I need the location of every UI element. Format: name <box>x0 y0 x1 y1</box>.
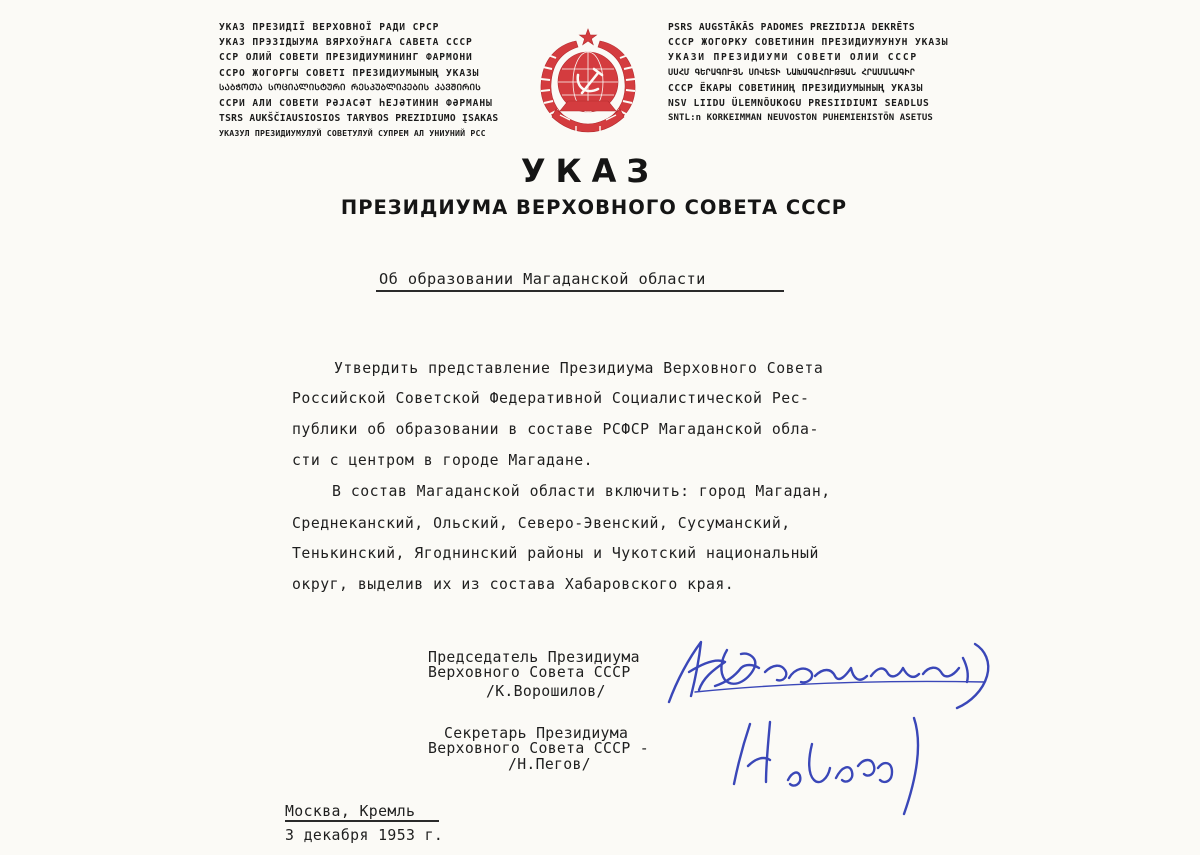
header-line: PSRS AUGSTĀKĀS PADOMES PREZIDIJA DEKRĒTS <box>668 22 916 33</box>
place-underline <box>285 820 439 822</box>
voroshilov-signature-icon <box>655 630 1000 710</box>
body-line: Российской Советской Федеративной Социалистической Рес- <box>292 390 810 407</box>
header-line: SNTL:n KORKEIMMAN NEUVOSTON PUHEMIEHISTÖN ASETUS <box>668 113 933 124</box>
decree-title: УКАЗ <box>520 152 660 190</box>
body-line: Среднеканский, Ольский, Северо-Эвенский, Сусуманский, <box>292 515 791 532</box>
body-line: Тенькинский, Ягоднинский районы и Чукотский национальный <box>292 545 819 562</box>
pegov-signature-icon <box>728 712 958 817</box>
decree-issuer: ПРЕЗИДИУМА ВЕРХОВНОГО СОВЕТА СССР <box>340 196 848 219</box>
decree-place: Москва, Кремль <box>285 803 416 820</box>
header-line: NSV LIIDU ÜLEMNÕUKOGU PRESIIDIUMI SEADLUS <box>668 98 930 110</box>
decree-date: 3 декабря 1953 г. <box>285 827 444 844</box>
secretary-name: /Н.Пегов/ <box>508 756 591 773</box>
body-line: В состав Магаданской области включить: город Магадан, <box>332 483 831 500</box>
secretary-title: Секретарь Президиума <box>444 725 629 742</box>
header-line: ССР ОЛИЙ СОВЕТИ ПРЕЗИДИУМИНИНГ ФАРМОНИ <box>219 52 473 64</box>
header-line: СССР ЁКАРЫ СОВЕТИНИҢ ПРЕЗИДИУМЫНЫҢ УКАЗЫ <box>668 82 924 94</box>
body-line: Утвердить представление Президиума Верховного Совета <box>334 360 824 377</box>
decree-subject: Об образовании Магаданской области <box>379 270 706 288</box>
body-line: публики об образовании в составе РСФСР Магаданской обла- <box>292 421 819 438</box>
header-line: ᲡᲐᲑᲭᲝᲗᲐ ᲡᲝᲪᲘᲐᲚᲘᲡᲢᲣᲠᲘ ᲠᲔᲡᲞᲣᲑᲚᲘᲙᲔᲑᲘᲡ ᲙᲐᲕᲨᲘᲠᲘᲡ <box>219 82 481 93</box>
body-line: сти с центром в городе Магадане. <box>292 452 594 469</box>
header-line: ССРО ЖОГОРГЫ СОВЕТІ ПРЕЗИДИУМЫНЫҢ УКАЗЫ <box>219 67 480 79</box>
chairman-title: Председатель Президиума <box>428 649 640 666</box>
header-line: TSRS AUKŠČIAUSIOSIOS TARYBOS PREZIDIUMO ĮSAKAS <box>219 113 499 125</box>
header-line: УКАЗИ ПРЕЗИДИУМИ СОВЕТИ ОЛИИ СССР <box>668 52 919 64</box>
header-left-languages <box>219 20 519 142</box>
chairman-council: Верховного Совета СССР <box>428 664 631 681</box>
header-line: УКАЗ ПРЕЗИДІЇ ВЕРХОВНОЇ РАДИ СРСР <box>219 22 440 33</box>
header-line: СССР ЖОГОРКУ СОВЕТИНИН ПРЕЗИДИУМУНУН УКАЗЫ <box>668 37 949 49</box>
header-line: УКАЗУЛ ПРЕЗИДИУМУЛУЙ СОВЕТУЛУЙ СУПРЕМ АЛ УНИУНИЙ РСС <box>219 128 486 139</box>
header-line: ССРИ АЛИ СОВЕТИ РӘЈАСӘТ ҺЕЈӘТИНИН ФӘРМАНЫ <box>219 98 493 110</box>
header-line: ՍՍՀՄ ԳԵՐԱԳՈՒՅՆ ՍՈՎԵՏԻ ՆԱԽԱԳԱՀՈՒԹՅԱՆ ՀՐԱՄԱՆԱԳԻՐ <box>668 67 916 78</box>
header-right-languages <box>668 20 998 126</box>
ussr-state-emblem-icon <box>526 27 650 133</box>
body-line: округ, выделив их из состава Хабаровского края. <box>292 576 735 593</box>
chairman-name: /К.Ворошилов/ <box>486 683 606 700</box>
secretary-council: Верховного Совета СССР - <box>428 740 650 757</box>
subject-underline <box>376 290 784 292</box>
header-line: УКАЗ ПРЭЗІДЫУМА ВЯРХОЎНАГА САВЕТА СССР <box>219 37 473 49</box>
